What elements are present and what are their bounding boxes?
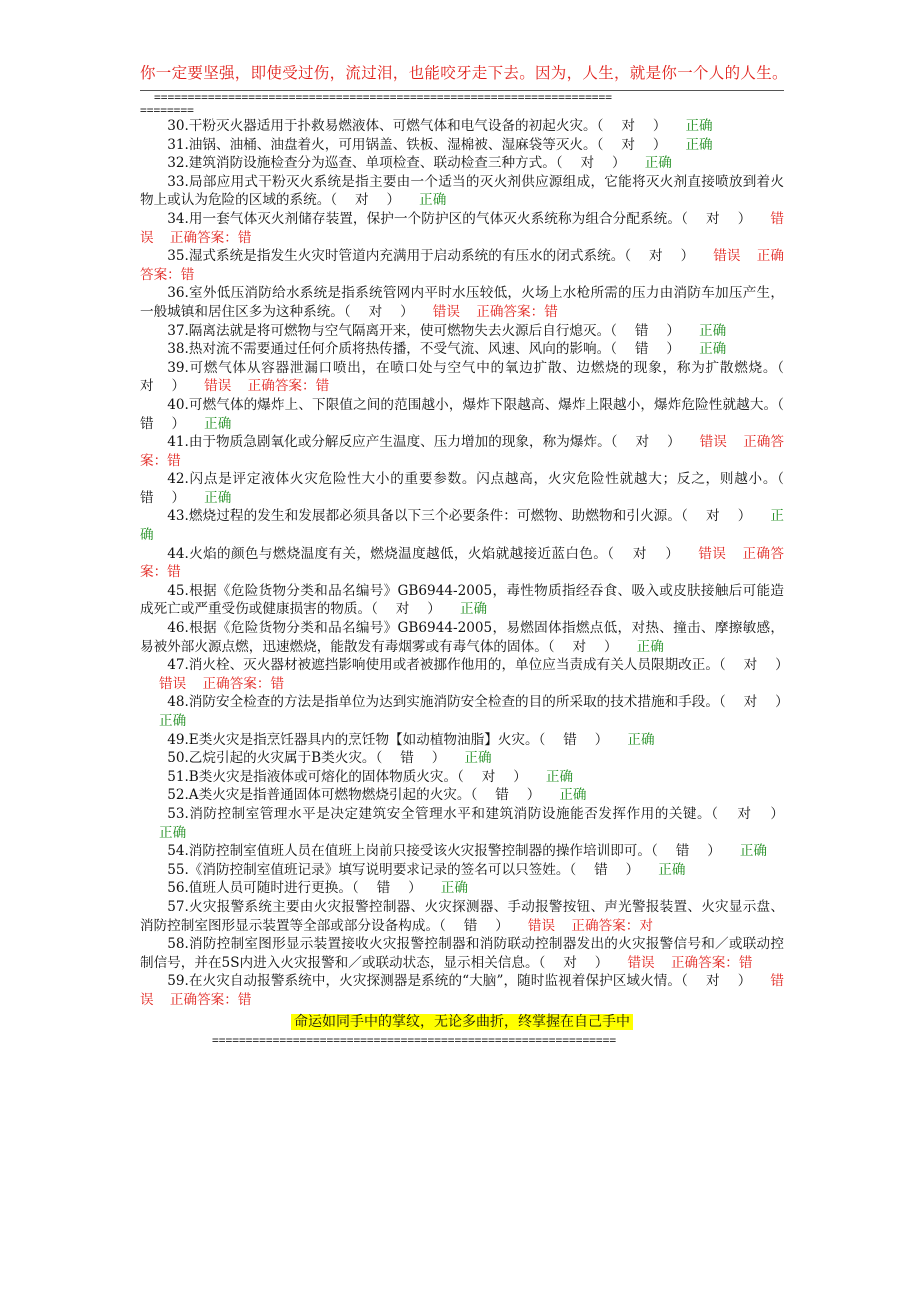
- result-wrong: 错误: [140, 973, 784, 1008]
- question-text: 52.A类火灾是指普通固体可燃物燃烧引起的火灾。（ 错 ）: [167, 787, 541, 804]
- question-text: 44.火焰的颜色与燃烧温度有关，燃烧温度越低，火焰就越接近蓝白色。（ 对 ）: [167, 545, 680, 562]
- correct-answer: 正确答案：错: [247, 378, 330, 395]
- result-correct: 正确: [644, 155, 672, 172]
- question-item: [140, 284, 784, 321]
- result-correct: 正确: [204, 489, 232, 506]
- result-wrong: 错误: [699, 434, 727, 451]
- question-text: 50.乙烷引起的火灾属于B类火灾。（ 错 ）: [167, 750, 446, 767]
- question-item: [140, 545, 784, 582]
- question-item: [140, 433, 784, 470]
- question-item: [140, 805, 784, 842]
- question-text: 53.消防控制室管理水平是决定建筑安全管理水平和建筑消防设施能否发挥作用的关键。（ 对 ）: [167, 805, 784, 822]
- question-item: [140, 136, 784, 155]
- question-item: [140, 507, 784, 544]
- question-item: [140, 359, 802, 396]
- question-item: [140, 656, 789, 693]
- question-item: [140, 768, 784, 787]
- result-correct: 正确: [658, 861, 686, 878]
- result-correct: 正确: [636, 638, 664, 655]
- result-wrong: 错误: [698, 545, 727, 562]
- result-correct: 正确: [559, 787, 587, 804]
- question-item: [140, 619, 784, 656]
- result-wrong: 错误: [204, 378, 232, 395]
- result-correct: 正确: [140, 508, 784, 544]
- document-page: [140, 62, 802, 1047]
- question-item: [140, 842, 784, 861]
- question-item: [140, 470, 802, 507]
- question-text: 43.燃烧过程的发生和发展都必须具备以下三个必要条件：可燃物、助燃物和引火源。（ 对 ）: [167, 508, 752, 525]
- question-item: [140, 582, 784, 619]
- correct-answer: 正确答案：错: [140, 545, 785, 581]
- footer-separator: ============================================================: [212, 1033, 617, 1047]
- question-text: 42.闪点是评定液体火灾危险性大小的重要参数。闪点越高，火灾危险性就越大；反之，则越小。（ 错 ）: [140, 471, 802, 506]
- result-wrong: 错误: [432, 303, 460, 320]
- question-text: 32.建筑消防设施检查分为巡查、单项检查、联动检查三种方式。（ 对 ）: [167, 155, 626, 172]
- question-item: [140, 879, 784, 898]
- question-text: 39.可燃气体从容器泄漏口喷出，在喷口处与空气中的氧边扩散、边燃烧的现象，称为扩散燃烧。（ 对 ）: [140, 359, 802, 395]
- question-item: [140, 693, 789, 730]
- question-item: [140, 861, 784, 880]
- result-correct: 正确: [699, 322, 727, 339]
- question-text: 35.湿式系统是指发生火灾时管道内充满用于启动系统的有压水的闭式系统。（ 对 ）: [167, 248, 695, 265]
- question-text: 45.根据《危险货物分类和品名编号》GB6944-2005，毒性物质指经吞食、吸入或皮肤接触后可能造成死亡或严重受伤或健康损害的物质。（ 对 ）: [140, 582, 784, 618]
- result-correct: 正确: [739, 843, 768, 860]
- question-item: [140, 154, 784, 173]
- correct-answer: 正确答案：错: [670, 954, 753, 971]
- question-text: 30.干粉灭火器适用于扑救易燃液体、可燃气体和电气设备的初起火灾。（ 对 ）: [167, 118, 667, 134]
- question-item: [140, 749, 784, 768]
- result-correct: 正确: [699, 341, 727, 358]
- question-list: [140, 117, 802, 1010]
- result-wrong: 错误: [159, 675, 187, 692]
- question-text: 56.值班人员可随时进行更换。（ 错 ）: [167, 880, 422, 897]
- result-correct: 正确: [459, 601, 488, 618]
- question-item: [140, 173, 784, 210]
- question-item: [140, 322, 784, 341]
- question-item: [140, 786, 784, 805]
- question-text: 37.隔离法就是将可燃物与空气隔离开来，使可燃物失去火源后自行熄灭。（ 错 ）: [167, 322, 681, 339]
- header-quote: 你一定要坚强，即使受过伤，流过泪，也能咬牙走下去。因为，人生，就是你一个人的人生。: [140, 64, 788, 82]
- question-text: 34.用一套气体灭火剂储存装置，保护一个防护区的气体灭火系统称为组合分配系统。（ 对 ）: [167, 210, 752, 227]
- question-text: 47.消火栓、灭火器材被遮挡影响使用或者被挪作他用的，单位应当责成有关人员限期改正。（ 对 ）: [167, 657, 789, 674]
- question-text: 51.B类火灾是指液体或可熔化的固体物质火灾。（ 对 ）: [167, 768, 527, 785]
- question-text: 46.根据《危险货物分类和品名编号》GB6944-2005，易燃固体指燃点低，对热、撞击、摩擦敏感，易被外部火源点燃，迅速燃烧，能散发有毒烟雾或有毒气体的固体。（ 对 ）: [140, 620, 784, 655]
- result-correct: 正确: [204, 415, 232, 432]
- question-item: [140, 731, 784, 750]
- result-correct: 正确: [545, 768, 574, 785]
- question-text: 36.室外低压消防给水系统是指系统管网内平时水压较低，火场上水枪所需的压力由消防车加压产生，一般城镇和居住区多为这种系统。（ 对 ）: [140, 285, 784, 320]
- result-correct: 正确: [685, 136, 713, 153]
- result-correct: 正确: [159, 713, 187, 729]
- correct-answer: 正确答案：对: [571, 917, 653, 934]
- question-text: 54.消防控制室值班人员在值班上岗前只接受该火灾报警控制器的操作培训即可。（ 错 ）: [167, 843, 721, 860]
- result-correct: 正确: [440, 880, 468, 897]
- result-correct: 正确: [685, 118, 713, 134]
- question-text: 33.局部应用式干粉灭火系统是指主要由一个适当的灭火剂供应源组成，它能将灭火剂直接喷放到着火物上或认为危险的区域的系统。（ 对 ）: [140, 173, 784, 209]
- result-wrong: 错误: [140, 210, 784, 246]
- result-correct: 正确: [627, 731, 655, 748]
- question-text: 31.油锅、油桶、油盘着火，可用锅盖、铁板、湿棉被、湿麻袋等灭火。（ 对 ）: [167, 136, 667, 153]
- question-text: 55.《消防控制室值班记录》填写说明要求记录的签名可以只签姓。（ 错 ）: [167, 861, 640, 878]
- separator-line: ====================================================================: [154, 91, 613, 104]
- header-rule: [140, 84, 784, 91]
- result-wrong: 错误: [713, 248, 741, 265]
- question-item: [140, 935, 784, 972]
- correct-answer: 正确答案：错: [202, 675, 285, 692]
- question-item: [140, 117, 784, 136]
- question-text: 41.由于物质急剧氧化或分解反应产生温度、压力增加的现象，称为爆炸。（ 对 ）: [167, 434, 681, 451]
- question-text: 49.E类火灾是指烹饪器具内的烹饪物【如动植物油脂】火灾。（ 错 ）: [167, 731, 609, 748]
- question-text: 59.在火灾自动报警系统中，火灾探测器是系统的“大脑”，随时监视着保护区域火情。（ 对 ）: [167, 973, 752, 990]
- correct-answer: 正确答案：错: [140, 248, 784, 283]
- correct-answer: 正确答案：错: [140, 434, 784, 469]
- result-wrong: 错误: [627, 954, 655, 971]
- question-text: 58.消防控制室图形显示装置接收火灾报警控制器和消防联动控制器发出的火灾报警信号和／或联动控制信号，并在5S内进入火灾报警和／或联动状态，显示相关信息。（ 对 ）: [140, 936, 784, 971]
- question-text: 57.火灾报警系统主要由火灾报警控制器、火灾探测器、手动报警按钮、声光警报装置、火灾显示盘、消防控制室图形显示装置等全部或部分设备构成。（ 错 ）: [140, 898, 784, 934]
- footer-motto-row: [140, 1011, 784, 1032]
- correct-answer: 正确答案：错: [169, 229, 252, 246]
- separator-line: ========: [140, 104, 194, 117]
- result-wrong: 错误: [527, 917, 556, 934]
- question-item: [140, 210, 784, 247]
- question-text: 38.热对流不需要通过任何介质将热传播，不受气流、风速、风向的影响。（ 错 ）: [167, 341, 681, 358]
- question-item: [140, 340, 784, 359]
- question-item: [140, 972, 784, 1009]
- footer-motto: 命运如同手中的掌纹，无论多曲折，终掌握在自己手中: [291, 1014, 633, 1030]
- question-text: 48.消防安全检查的方法是指单位为达到实施消防安全检查的目的所采取的技术措施和手段。（ 对 ）: [167, 694, 789, 711]
- result-correct: 正确: [159, 824, 187, 841]
- result-correct: 正确: [464, 750, 492, 767]
- correct-answer: 正确答案：错: [169, 991, 252, 1008]
- result-correct: 正确: [419, 192, 447, 209]
- question-item: [140, 396, 802, 433]
- question-text: 40.可燃气体的爆炸上、下限值之间的范围越小，爆炸下限越高、爆炸上限越小，爆炸危险性就越大。（ 错 ）: [140, 396, 802, 432]
- question-item: [140, 247, 784, 284]
- question-item: [140, 898, 784, 935]
- correct-answer: 正确答案：错: [476, 303, 558, 320]
